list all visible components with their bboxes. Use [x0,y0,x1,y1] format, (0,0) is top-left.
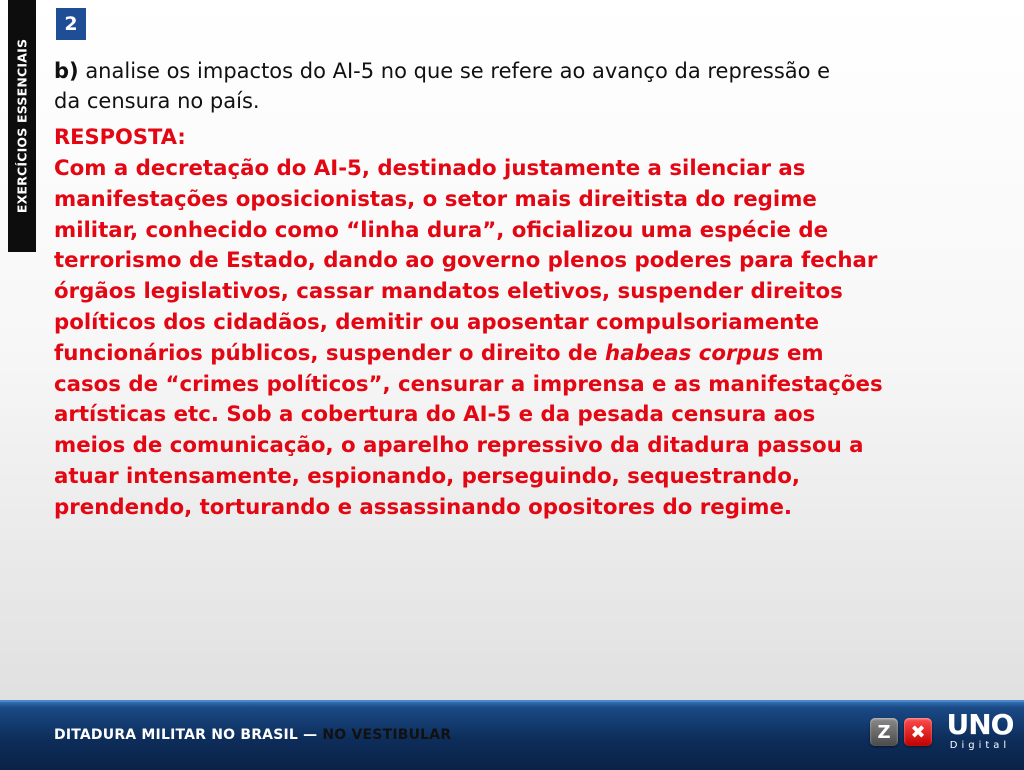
footer-subtitle: NO VESTIBULAR [322,727,452,743]
uno-digital-logo [944,710,1016,752]
answer-part1: Com a decretação do AI-5, destinado justamente a silenciar as manifestações oposicionistas, o setor mais direitista do regime militar, conhecido como “linha dura”, oficializou uma espécie de terrorismo de Estado, dando ao governo plenos poderes para fechar órgãos legislativos, cassar mandatos eletivos, suspender direitos políticos dos cidadãos, demitir ou aposentar compulsoriamente funcionários públicos, suspender o direito de [54,156,878,366]
question-letter: b) [54,59,79,83]
footer-separator: — [298,727,323,743]
answer-label: RESPOSTA: [54,125,186,149]
side-tab-label: EXERCÍCIOS ESSENCIAIS [14,38,30,214]
footer-course-title: DITADURA MILITAR NO BRASIL [54,727,299,743]
answer-italic-term: habeas corpus [605,340,780,366]
footer-bar [0,700,1024,770]
question [54,56,854,116]
answer-text [54,154,884,524]
footer-title [54,727,451,743]
slide-number-badge: 2 [56,8,86,40]
logo-main-text: UNO [946,708,1014,741]
answer-part2: em casos de “crimes políticos”, censurar a imprensa e as manifestações artísticas etc. Sob a cobertura do AI-5 e da pesada censura aos meios de comunicação, o aparelho repressivo da ditadura passou a atuar intensamente, espionando, perseguindo, sequestrando, prendendo, torturando e assassinando opositores do regime. [54,340,883,520]
logo-sub-text: Digital [949,740,1011,751]
side-tab [8,0,36,252]
zoom-button[interactable]: Z [870,718,898,746]
question-text: analise os impactos do AI-5 no que se refere ao avanço da repressão e da censura no país. [54,59,831,113]
close-button[interactable]: ✖ [904,718,932,746]
